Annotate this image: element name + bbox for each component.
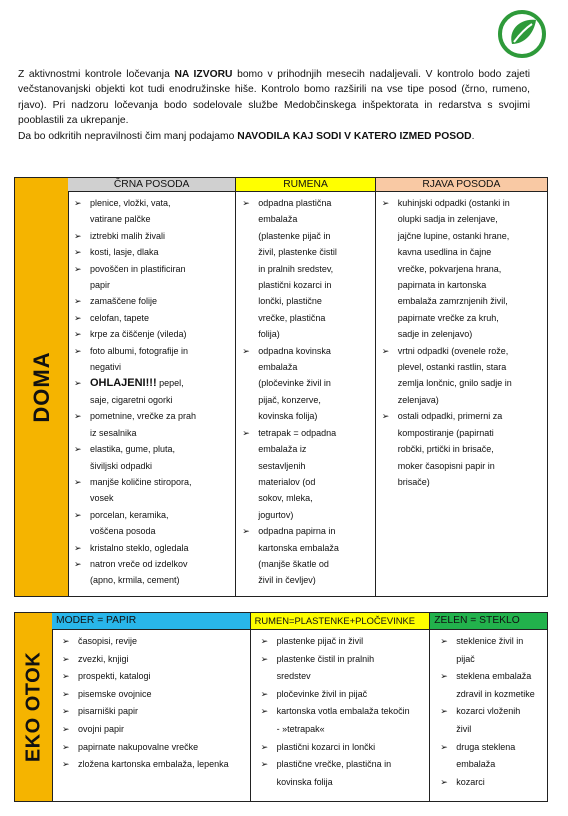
list-item (376, 458, 545, 474)
list-crna-posoda (68, 192, 235, 589)
arrow-bullet-icon: ➢ (74, 542, 82, 553)
list-item-text: sadje in zelenjavo) (397, 329, 473, 340)
arrow-bullet-icon: ➢ (74, 312, 82, 323)
list-item (430, 703, 545, 721)
list-item-text: celofan, tapete (90, 312, 150, 323)
list-item (52, 686, 248, 704)
arrow-bullet-icon: ➢ (74, 444, 82, 455)
list-item-text: kristalno steklo, ogledala (90, 542, 189, 553)
list-item (236, 293, 372, 309)
arrow-bullet-icon: ➢ (74, 296, 82, 307)
arrow-bullet-icon: ➢ (381, 345, 390, 356)
arrow-bullet-icon: ➢ (242, 345, 250, 356)
list-item-text: živil, plastenke čistil (258, 247, 337, 258)
arrow-bullet-icon: ➢ (242, 427, 250, 438)
list-rumen-plastenke (251, 630, 430, 791)
list-item (376, 195, 545, 211)
list-item (430, 633, 545, 651)
arrow-bullet-icon: ➢ (242, 526, 250, 537)
list-item-text: plastični kozarci in (258, 280, 332, 291)
column-rjava-posoda (376, 178, 547, 596)
arrow-bullet-icon: ➢ (440, 776, 448, 787)
list-item (68, 523, 233, 539)
list-item-text: jogurtov) (258, 509, 294, 520)
list-item (68, 375, 233, 391)
list-item (68, 507, 233, 523)
list-item (251, 774, 428, 792)
list-item (236, 490, 372, 506)
list-item-text: druga steklena (456, 741, 516, 752)
list-item-text: ostali odpadki, primerni za (397, 411, 503, 422)
arrow-bullet-icon: ➢ (74, 198, 82, 208)
list-item-text: krpe za čiščenje (vileda) (90, 329, 187, 340)
intro-paragraph-1: Z aktivnostmi kontrole ločevanja NA IZVORU bomo v prihodnjih mesecih nadaljevali. V kontrolo bodo zajeti večstanovanjski objekti kot tudi enodružinske hiše. Kontrolo bomo razširili na vse tipe posod (črno, rumeno, rjavo). Pri nadzoru ločevanja bodo sodelovale službe Medobčinskega inšpektorata in redarstva s svojimi pooblastili za ukrepanje. (18, 69, 530, 127)
list-item-text: zdravil in kozmetike (456, 688, 535, 699)
list-item (68, 540, 233, 556)
arrow-bullet-icon: ➢ (260, 706, 269, 717)
arrow-bullet-icon: ➢ (62, 636, 70, 646)
column-rumena (236, 178, 375, 596)
list-item (376, 326, 545, 342)
list-item (68, 244, 233, 260)
list-item (236, 523, 372, 539)
list-item (430, 651, 545, 669)
list-item (376, 474, 545, 490)
list-item-text: papirnate nakupovalne vrečke (78, 741, 199, 752)
eko-otok-table (14, 612, 548, 802)
list-item-text: vosek (90, 493, 114, 504)
arrow-bullet-icon: ➢ (440, 671, 448, 682)
list-item (376, 359, 545, 375)
list-item-text: odpadna papirna in (258, 526, 336, 537)
list-item (251, 651, 428, 669)
list-item-text: brisače) (397, 476, 430, 487)
list-item (68, 195, 233, 211)
list-item (236, 277, 372, 293)
list-item-text: vrečke, pokvarjena hrana, (397, 263, 502, 274)
list-item (236, 211, 372, 227)
list-item-text: porcelan, keramika, (90, 509, 169, 520)
list-item-text: (manjše škatle od (258, 558, 329, 569)
list-item (236, 507, 372, 523)
arrow-bullet-icon: ➢ (62, 741, 70, 752)
doma-label: DOMA (28, 351, 54, 423)
list-item-text: papirnate vrečke za kruh, (397, 312, 499, 323)
list-item (68, 326, 233, 342)
list-item-text: kovinska folija) (258, 411, 318, 422)
list-item-text: zamaščene folije (90, 296, 158, 307)
list-item-text: zložena kartonska embalaža, lepenka (78, 759, 229, 770)
list-item-text: saje, cigaretni ogorki (90, 394, 173, 405)
list-item-text: iz sesalnika (90, 427, 137, 438)
list-moder-papir (52, 630, 250, 774)
list-item (68, 441, 233, 457)
list-item-text: vrtni odpadki (ovenele rože, (397, 345, 509, 356)
arrow-bullet-icon: ➢ (260, 688, 269, 699)
list-item (236, 310, 372, 326)
list-item (68, 556, 233, 572)
arrow-bullet-icon: ➢ (62, 706, 70, 717)
arrow-bullet-icon: ➢ (260, 759, 269, 770)
arrow-bullet-icon: ➢ (381, 198, 390, 208)
list-item-text: embalaža zamrznjenih živil, (397, 296, 508, 307)
list-item-text: plastenke čistil in pralnih (276, 653, 375, 664)
list-item-text: embalaža iz (258, 444, 307, 455)
list-item (52, 633, 248, 651)
list-item-text: pločevinke živil in pijač (276, 688, 368, 699)
list-item-text: (pločevinke živil in (258, 378, 331, 389)
list-item-text: steklena embalaža (456, 671, 532, 682)
list-item-text: kovinska folija (276, 776, 333, 787)
list-item (236, 375, 372, 391)
list-item-text: kozarci vloženih (456, 706, 521, 717)
list-item (376, 343, 545, 359)
list-item-text: kartonska embalaža (258, 542, 339, 553)
leaf-logo-icon (496, 8, 548, 60)
list-item (376, 310, 545, 326)
column-header-zelen-steklo: ZELEN = STEKLO (430, 613, 547, 630)
list-item-text: zelenjava) (397, 394, 439, 405)
arrow-bullet-icon: ➢ (260, 636, 269, 646)
list-item (376, 261, 545, 277)
list-item (236, 343, 372, 359)
list-item-text: in pralnih sredstev, (258, 263, 334, 274)
list-item-text: pometnine, vrečke za prah (90, 411, 197, 422)
arrow-bullet-icon: ➢ (260, 653, 269, 664)
column-crna-posoda (68, 178, 236, 596)
list-zelen-steklo (430, 630, 547, 791)
list-item (68, 359, 233, 375)
list-item (430, 774, 545, 792)
list-item (236, 408, 372, 424)
list-item (251, 686, 428, 704)
list-item (430, 721, 545, 739)
arrow-bullet-icon: ➢ (74, 476, 82, 487)
list-item-text: kosti, lasje, dlaka (90, 247, 159, 258)
list-item (430, 668, 545, 686)
list-item (251, 633, 428, 651)
list-item-text: zemlja lončnic, gnilo sadje in (397, 378, 512, 389)
list-item-text: embalaža (258, 214, 298, 225)
list-item (52, 721, 248, 739)
list-item-text: ovojni papir (78, 723, 125, 734)
arrow-bullet-icon: ➢ (74, 558, 82, 569)
list-item-text: lončki, plastične (258, 296, 322, 307)
list-item-text: materialov (od (258, 476, 316, 487)
list-item-text: plenice, vložki, vata, (90, 198, 171, 208)
list-item-text: pijač, konzerve, (258, 394, 321, 405)
list-item (52, 668, 248, 686)
arrow-bullet-icon: ➢ (74, 230, 82, 241)
list-item (376, 228, 545, 244)
arrow-bullet-icon: ➢ (62, 759, 70, 770)
list-item-text: kuhinjski odpadki (ostanki in (397, 198, 510, 208)
list-item (376, 441, 545, 457)
list-item (236, 392, 372, 408)
list-item (52, 756, 248, 774)
list-item-text: elastika, gume, pluta, (90, 444, 176, 455)
list-item-text: iztrebki malih živali (90, 230, 166, 241)
list-item-text: embalaža (258, 362, 298, 373)
intro-text (18, 67, 530, 144)
list-item (236, 458, 372, 474)
list-item (68, 474, 233, 490)
list-item-text: steklenice živil in (456, 636, 524, 646)
list-item (68, 261, 233, 277)
list-item-text: odpadna plastična (258, 198, 332, 208)
arrow-bullet-icon: ➢ (62, 671, 70, 682)
list-item-text: živil in čevljev) (258, 575, 316, 586)
list-item-text: pijač (456, 653, 475, 664)
list-item-text: (apno, krmila, cement) (90, 575, 180, 586)
arrow-bullet-icon: ➢ (74, 345, 82, 356)
column-header-rjava-posoda: RJAVA POSODA (376, 178, 547, 192)
list-item-text: sestavljenih (258, 460, 306, 471)
list-item-text: natron vreče od izdelkov (90, 558, 188, 569)
doma-side-label-band (15, 178, 69, 596)
list-item (376, 293, 545, 309)
list-item (236, 261, 372, 277)
list-item (251, 721, 428, 739)
column-zelen-steklo (430, 613, 547, 801)
list-item (236, 244, 372, 260)
list-item (236, 326, 372, 342)
arrow-bullet-icon: ➢ (62, 688, 70, 699)
arrow-bullet-icon: ➢ (381, 411, 390, 422)
list-item (376, 408, 545, 424)
list-item-text: sredstev (276, 671, 311, 682)
list-item-text: kavna usedlina in čajne (397, 247, 492, 258)
column-header-moder-papir: MODER = PAPIR (52, 613, 250, 630)
list-item-text: papirnata in kartonska (397, 280, 487, 291)
arrow-bullet-icon: ➢ (74, 509, 82, 520)
list-item (236, 540, 372, 556)
list-item (236, 195, 372, 211)
list-item-text: manjše količine stiropora, (90, 476, 192, 487)
list-item (68, 293, 233, 309)
list-item (236, 228, 372, 244)
list-item-text: prospekti, katalogi (78, 671, 151, 682)
column-header-rumena: RUMENA (236, 178, 374, 192)
list-rumena (236, 192, 374, 589)
list-rjava-posoda (376, 192, 547, 490)
list-item-text: negativi (90, 362, 122, 373)
list-item (430, 756, 545, 774)
list-item-text: jajčne lupine, ostanki hrane, (397, 230, 510, 241)
list-item (376, 277, 545, 293)
list-item (52, 703, 248, 721)
list-item-text: plastične vrečke, plastična in (276, 759, 392, 770)
list-item-text: vatirane palčke (90, 214, 151, 225)
list-item-text: folija) (258, 329, 280, 340)
list-item-text: tetrapak = odpadna (258, 427, 337, 438)
list-item-text: plastični kozarci in lončki (276, 741, 376, 752)
list-item (251, 739, 428, 757)
eko-otok-label: EKO OTOK (22, 651, 44, 763)
arrow-bullet-icon: ➢ (74, 378, 82, 389)
list-item (376, 211, 545, 227)
list-item (376, 375, 545, 391)
list-item-text: vrečke, plastična (258, 312, 326, 323)
list-item-text: povoščen in plastificiran (90, 263, 186, 274)
list-item-text: OHLAJENI!!! pepel, (90, 377, 184, 390)
eko-side-label-band (15, 613, 53, 801)
list-item (68, 408, 233, 424)
list-item (376, 425, 545, 441)
arrow-bullet-icon: ➢ (74, 247, 82, 258)
arrow-bullet-icon: ➢ (440, 636, 448, 646)
list-item-text: časopisi, revije (78, 636, 138, 646)
arrow-bullet-icon: ➢ (440, 706, 448, 717)
list-item-text: sokov, mleka, (258, 493, 313, 504)
list-item (236, 441, 372, 457)
list-item (430, 686, 545, 704)
list-item (68, 458, 233, 474)
list-item (68, 343, 233, 359)
list-item-text: plastenke pijač in živil (276, 636, 364, 646)
list-item (376, 392, 545, 408)
list-item (68, 392, 233, 408)
list-item-text: plevel, ostanki rastlin, stara (397, 362, 507, 373)
list-item (236, 425, 372, 441)
list-item-text: moker časopisni papir in (397, 460, 495, 471)
arrow-bullet-icon: ➢ (242, 198, 250, 208)
list-item (68, 310, 233, 326)
list-item (236, 572, 372, 588)
arrow-bullet-icon: ➢ (440, 741, 448, 752)
doma-table (14, 177, 548, 597)
list-item-text: kompostiranje (papirnati (397, 427, 494, 438)
list-item (236, 359, 372, 375)
list-item (68, 425, 233, 441)
list-item (68, 228, 233, 244)
arrow-bullet-icon: ➢ (260, 741, 269, 752)
list-item (236, 556, 372, 572)
list-item-text: - »tetrapak« (276, 723, 325, 734)
list-item-text: foto albumi, fotografije in (90, 345, 189, 356)
list-item (52, 651, 248, 669)
column-header-rumen-plastenke: RUMEN=PLASTENKE+PLOČEVINKE (251, 613, 430, 630)
list-item-text: pisarniški papir (78, 706, 139, 717)
list-item-text: kozarci (456, 776, 485, 787)
list-item-text: zvezki, knjigi (78, 653, 129, 664)
list-item-text: odpadna kovinska (258, 345, 331, 356)
list-item (376, 244, 545, 260)
arrow-bullet-icon: ➢ (62, 653, 70, 664)
column-rumen-plastenke (251, 613, 431, 801)
list-item-text: kartonska votla embalaža tekočin (276, 706, 410, 717)
list-item (68, 277, 233, 293)
list-item (251, 668, 428, 686)
list-item (430, 739, 545, 757)
column-moder-papir (52, 613, 251, 801)
arrow-bullet-icon: ➢ (74, 329, 82, 340)
list-item-text: (plastenke pijač in (258, 230, 331, 241)
list-item (251, 756, 428, 774)
list-item (236, 474, 372, 490)
list-item-text: papir (90, 280, 111, 291)
column-header-crna-posoda: ČRNA POSODA (68, 178, 235, 192)
list-item-text: šiviljski odpadki (90, 460, 153, 471)
intro-paragraph-2: Da bo odkritih nepravilnosti čim manj podajamo NAVODILA KAJ SODI V KATERO IZMED POSOD. (18, 130, 475, 142)
list-item (68, 211, 233, 227)
list-item (68, 490, 233, 506)
list-item-text: voščena posoda (90, 526, 156, 537)
list-item-text: pisemske ovojnice (78, 688, 152, 699)
list-item-text: živil (456, 723, 472, 734)
list-item (251, 703, 428, 721)
list-item-text: embalaža (456, 759, 496, 770)
list-item (68, 572, 233, 588)
arrow-bullet-icon: ➢ (74, 411, 82, 422)
list-item (52, 739, 248, 757)
arrow-bullet-icon: ➢ (62, 723, 70, 734)
list-item-text: olupki sadja in zelenjave, (397, 214, 498, 225)
list-item-text: robčki, prtički in brisače, (397, 444, 494, 455)
arrow-bullet-icon: ➢ (74, 263, 82, 274)
